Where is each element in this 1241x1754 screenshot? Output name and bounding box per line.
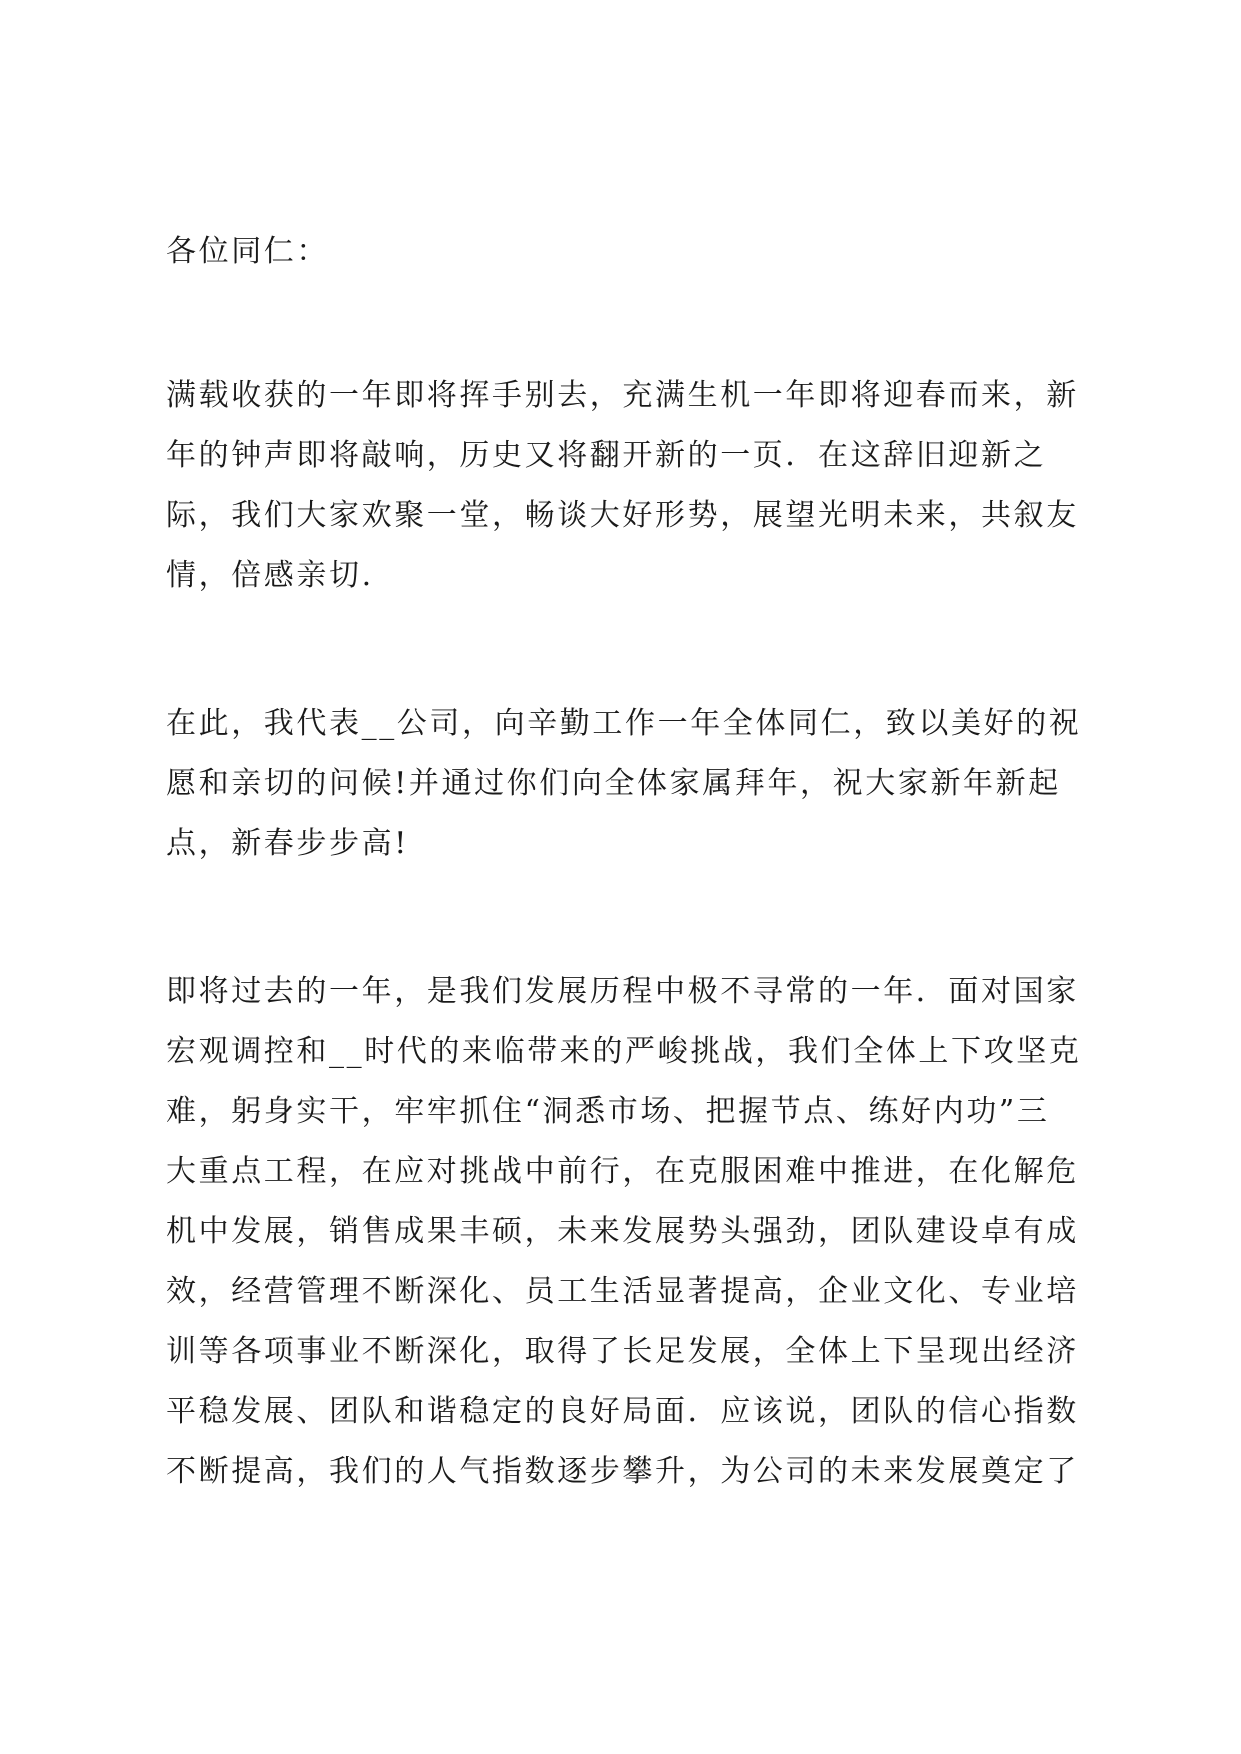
paragraph-line: 愿和亲切的问候!并通过你们向全体家属拜年，祝大家新年新起: [166, 766, 1061, 801]
paragraph-line: 效，经营管理不断深化、员工生活显著提高，企业文化、专业培: [166, 1274, 1079, 1309]
paragraph-line: 难，躬身实干，牢牢抓住“洞悉市场、把握节点、练好内功”三: [166, 1094, 1050, 1129]
paragraph-line: 机中发展，销售成果丰硕，未来发展势头强劲，团队建设卓有成: [166, 1214, 1079, 1249]
paragraph-line: 情，倍感亲切.: [166, 558, 374, 593]
paragraph-line: 不断提高，我们的人气指数逐步攀升，为公司的未来发展奠定了: [166, 1454, 1079, 1489]
paragraph-line: 际，我们大家欢聚一堂，畅谈大好形势，展望光明未来，共叙友: [166, 498, 1079, 533]
paragraph-2: [166, 694, 1096, 874]
paragraph-line: 在此，我代表__公司，向辛勤工作一年全体同仁，致以美好的祝: [166, 706, 1082, 741]
paragraph-line: 即将过去的一年，是我们发展历程中极不寻常的一年．面对国家: [166, 974, 1079, 1009]
document-body: [166, 222, 1096, 1502]
paragraph-line: 年的钟声即将敲响，历史又将翻开新的一页．在这辞旧迎新之: [166, 438, 1047, 473]
paragraph-3: [166, 962, 1096, 1502]
paragraph-line: 点，新春步步高!: [166, 826, 409, 861]
paragraph-line: 大重点工程，在应对挑战中前行，在克服困难中推进，在化解危: [166, 1154, 1079, 1189]
greeting: 各位同仁：: [166, 234, 329, 269]
paragraph-line: 平稳发展、团队和谐稳定的良好局面．应该说，团队的信心指数: [166, 1394, 1079, 1429]
paragraph-line: 训等各项事业不断深化，取得了长足发展，全体上下呈现出经济: [166, 1334, 1079, 1369]
paragraph-line: 满载收获的一年即将挥手别去，充满生机一年即将迎春而来，新: [166, 378, 1079, 413]
paragraph-1: [166, 366, 1096, 606]
paragraph-line: 宏观调控和__时代的来临带来的严峻挑战，我们全体上下攻坚克: [166, 1034, 1082, 1069]
